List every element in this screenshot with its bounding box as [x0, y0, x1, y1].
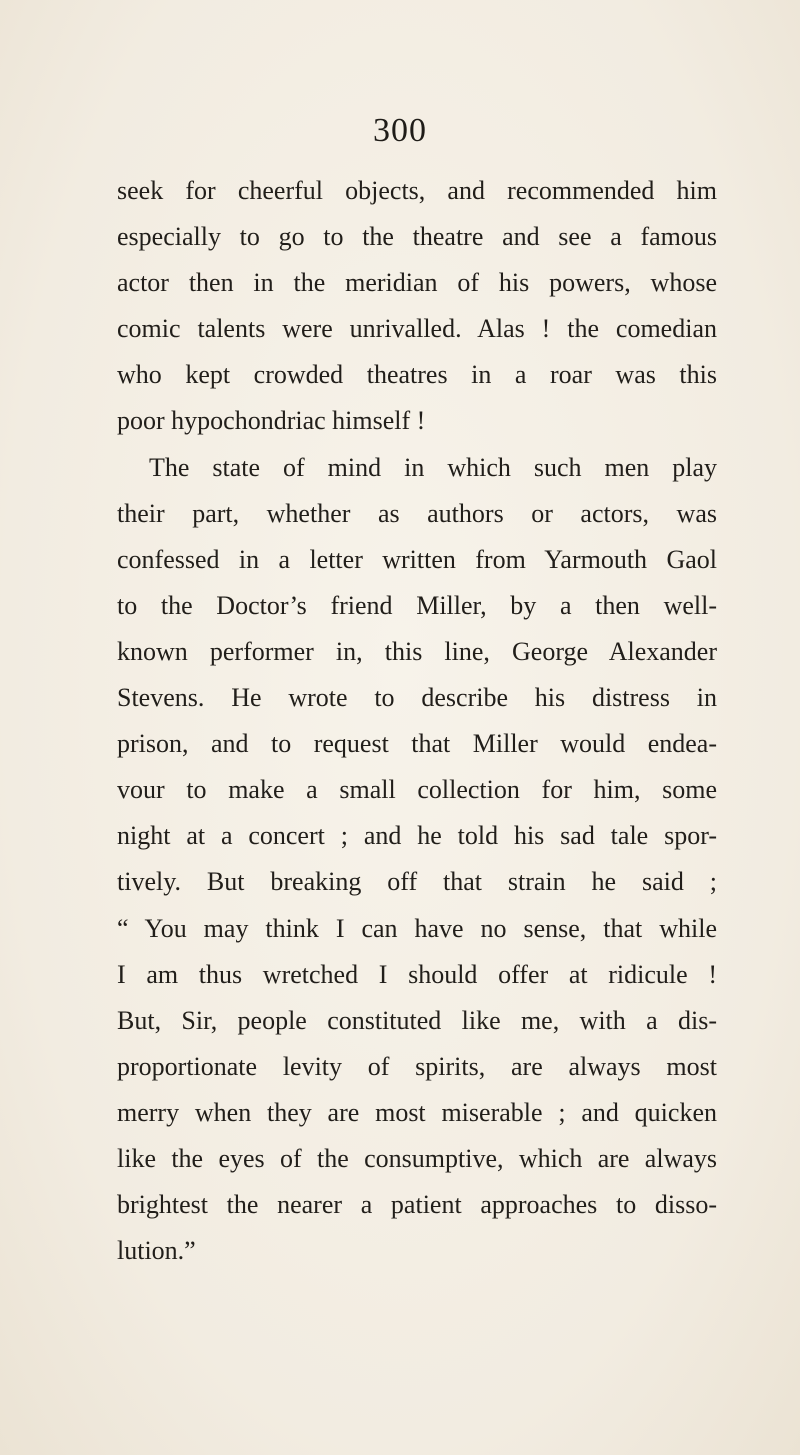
text-line: poor hypochondriac himself !	[117, 406, 426, 436]
text-line: prison, and to request that Miller would endea-	[117, 729, 717, 759]
text-line: actor then in the meridian of his powers, whose	[117, 268, 717, 298]
text-line: But, Sir, people constituted like me, with a dis-	[117, 1005, 717, 1035]
text-line: their part, whether as authors or actors, was	[117, 498, 717, 528]
page-number: 300	[373, 112, 427, 149]
text-line: I am thus wretched I should offer at ridicule !	[117, 959, 717, 989]
text-line: vour to make a small collection for him, some	[117, 775, 717, 805]
text-line: merry when they are most miserable ; and quicken	[117, 1097, 717, 1127]
body-text	[117, 168, 717, 1274]
text-line: “ You may think I can have no sense, that while	[117, 913, 717, 943]
text-line: lution.”	[117, 1236, 196, 1266]
text-line: known performer in, this line, George Alexander	[117, 636, 717, 666]
text-line: brightest the nearer a patient approaches to disso-	[117, 1190, 717, 1220]
text-line: like the eyes of the consumptive, which are always	[117, 1143, 717, 1173]
text-line: tively. But breaking off that strain he said ;	[117, 867, 717, 897]
text-line: seek for cheerful objects, and recommended him	[117, 176, 717, 205]
text-line: comic talents were unrivalled. Alas ! the comedian	[117, 314, 717, 344]
text-line: especially to go to the theatre and see a famous	[117, 222, 717, 252]
text-line: to the Doctor’s friend Miller, by a then well-	[117, 590, 717, 620]
text-line: The state of mind in which such men play	[149, 452, 717, 482]
text-line: proportionate levity of spirits, are always most	[117, 1051, 717, 1081]
text-line: Stevens. He wrote to describe his distress in	[117, 683, 717, 713]
text-line: night at a concert ; and he told his sad tale spor-	[117, 821, 717, 851]
text-line: confessed in a letter written from Yarmouth Gaol	[117, 544, 717, 574]
text-line: who kept crowded theatres in a roar was this	[117, 360, 717, 390]
